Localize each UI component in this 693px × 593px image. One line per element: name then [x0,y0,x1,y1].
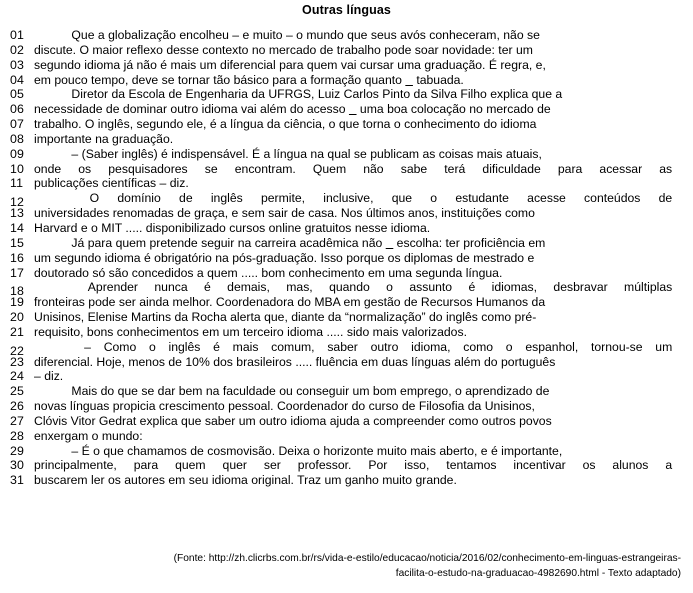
line-number: 27 [10,413,24,428]
line-number: 19 [10,295,24,310]
line-content: Clóvis Vitor Gedrat explica que saber um outro idioma ajuda a compreender como outros povos [34,413,552,428]
text-line [10,414,682,429]
paragraph-indent [34,191,71,206]
text-line [10,444,682,459]
line-number: 05 [10,87,24,102]
text-line [10,236,682,251]
line-number: 08 [10,131,24,146]
line-content: universidades renomadas de graça, e sem sair de casa. Nos últimos anos, instituições como [34,206,535,221]
line-number: 29 [10,443,24,458]
blank-fill-underscore [386,236,394,250]
text-line [10,87,682,102]
line-number: 31 [10,473,24,488]
line-number: 23 [10,354,24,369]
line-number: 22 [10,343,24,358]
line-content: O domínio de inglês permite, inclusive, que o estudante acesse conteúdos de [34,191,672,206]
line-number: 24 [10,369,24,384]
line-number: 26 [10,399,24,414]
blank-fill-underscore [405,73,413,87]
text-line [10,43,682,58]
line-content: Unisinos, Elenise Martins da Rocha alerta que, diante da “normalização” do inglês como pré- [34,310,537,325]
text-line [10,384,682,399]
line-content: requisito, bons conhecimentos em um terceiro idioma ..... sido mais valorizados. [34,324,467,339]
text-line [10,355,682,370]
line-number: 02 [10,42,24,57]
text-line [10,310,682,325]
line-number: 06 [10,102,24,117]
text-line [10,176,682,191]
text-line [10,132,682,147]
line-number: 28 [10,428,24,443]
line-content: enxergam o mundo: [34,428,143,443]
line-content: novas línguas propicia crescimento pessoal. Coordenador do curso de Filosofia da Unisinos, [34,399,535,414]
line-number: 03 [10,57,24,72]
blank-fill-dots: ..... [326,324,344,339]
blank-fill-dots: ..... [295,354,313,369]
line-content: trabalho. O inglês, segundo ele, é a língua da ciência, o que torna o conhecimento do idioma [34,117,537,132]
text-line [10,339,682,358]
line-number: 17 [10,265,24,280]
text-line [10,325,682,340]
numbered-text-body [0,28,693,488]
text-line [10,369,682,384]
blank-fill-dots: ..... [241,265,259,280]
text-line [10,162,682,177]
line-content: diferencial. Hoje, menos de 10% dos brasileiros ..... fluência em duas línguas além do português [34,354,556,369]
text-line [10,221,682,236]
line-content: em pouco tempo, deve se tornar tão básico para a formação quanto tabuada. [34,72,464,87]
line-number: 16 [10,250,24,265]
line-number: 09 [10,146,24,161]
line-content: buscarem ler os autores em seu idioma original. Traz um ganho muito grande. [34,473,457,488]
line-content: – Como o inglês é mais comum, saber outro idioma, como o espanhol, tornou-se um [34,340,672,355]
line-content: – É o que chamamos de cosmovisão. Deixa o horizonte muito mais aberto, e é importante, [71,443,563,458]
blank-fill-dots: ..... [125,220,143,235]
line-content: Mais do que se dar bem na faculdade ou conseguir um bom emprego, o aprendizado de [71,384,550,399]
text-line [10,102,682,117]
line-number: 10 [10,161,24,176]
line-content: importante na graduação. [34,131,174,146]
line-number: 18 [10,284,24,299]
paragraph-indent [34,280,71,295]
blank-fill-underscore [349,102,357,116]
paragraph-indent [34,340,71,355]
line-number: 21 [10,324,24,339]
line-number: 15 [10,235,24,250]
text-line [10,206,682,221]
text-line [10,191,682,210]
line-number: 20 [10,310,24,325]
text-line [10,147,682,162]
line-content: segundo idioma já não é mais um diferencial para quem vai cursar uma graduação. É regra, e, [34,57,546,72]
line-content: Já para quem pretende seguir na carreira acadêmica não escolha: ter proficiência em [71,235,546,250]
source-line-2: facilita-o-estudo-na-graduacao-4982690.html - Texto adaptado) [395,567,681,579]
text-line [10,58,682,73]
text-line [10,399,682,414]
line-content: onde os pesquisadores se encontram. Quem não sabe terá dificuldade para acessar as [34,161,673,176]
line-content: Diretor da Escola de Engenharia da UFRGS, Luiz Carlos Pinto da Silva Filho explica que a [71,87,563,102]
text-line [10,473,682,488]
text-line [10,28,682,43]
line-content: – diz. [34,369,64,384]
line-content: Que a globalização encolheu – e muito – o mundo que seus avós conheceram, não se [71,28,540,42]
line-content: necessidade de dominar outro idioma vai além do acesso uma boa colocação no mercado de [34,102,551,117]
source-citation [0,552,693,581]
line-number: 04 [10,72,24,87]
text-line [10,266,682,281]
text-line [10,73,682,88]
source-line-1: (Fonte: http://zh.clicrbs.com.br/rs/vida-e-estilo/educacao/noticia/2016/02/conhecimento-em-linguas-estrangeiras- [173,553,681,564]
line-number: 25 [10,384,24,399]
text-line [10,458,682,473]
text-line [10,251,682,266]
line-content: Harvard e o MIT ..... disponibilizado cursos online gratuitos nesse idioma. [34,220,431,235]
text-line [10,295,682,310]
page-title: Outras línguas [302,3,391,17]
line-number: 07 [10,117,24,132]
line-number: 14 [10,220,24,235]
line-content: doutorado só são concedidos a quem ..... bom conhecimento em uma segunda língua. [34,265,503,280]
text-line [10,117,682,132]
line-number: 12 [10,195,24,210]
line-content: principalmente, para quem quer ser professor. Por isso, tentamos incentivar os alunos a [34,458,673,473]
line-number: 01 [10,28,24,42]
line-content: fronteiras pode ser ainda melhor. Coordenadora do MBA em gestão de Recursos Humanos da [34,295,546,310]
line-content: – (Saber inglês) é indispensável. É a língua na qual se publicam as coisas mais atuais, [71,146,542,161]
line-content: Aprender nunca é demais, mas, quando o assunto é idiomas, desbravar múltiplas [34,280,672,295]
line-number: 30 [10,458,24,473]
line-content: publicações científicas – diz. [34,176,189,191]
text-line [10,280,682,299]
line-content: um segundo idioma é obrigatório na pós-graduação. Isso porque os diplomas de mestrado e [34,250,535,265]
text-line [10,429,682,444]
line-number: 11 [10,176,24,191]
line-number: 13 [10,206,24,221]
line-content: discute. O maior reflexo desse contexto no mercado de trabalho pode soar novidade: ter um [34,42,533,57]
